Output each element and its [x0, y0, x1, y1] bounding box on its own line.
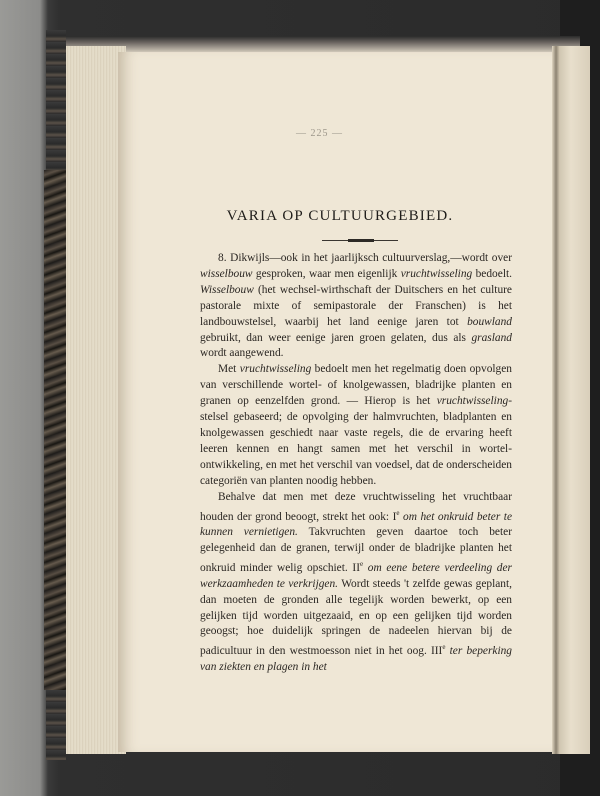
italic-text: bouwland — [467, 315, 512, 328]
text-run: e — [442, 643, 446, 652]
paragraph — [200, 251, 512, 362]
facing-page — [558, 46, 590, 754]
text-run: Wordt steeds 't zelfde gewas geplant, dan moeten de gronden alle tegelijk worden bewerkt, op een gelijken tijd worden uitgezaaid, en op een gelijken tijd worden geoogst; hoe duidelijk springen de nadeelen hiervan bij de padicultuur in den westmoesson niet in het oog. III — [200, 577, 512, 658]
book-gutter — [552, 46, 560, 754]
text-run: Met — [218, 363, 240, 376]
text-run: gesproken, waar men eigenlijk — [252, 267, 401, 280]
text-run: e — [359, 560, 364, 569]
italic-text: om het onkruid beter te kunnen vernietigen. — [200, 510, 512, 539]
text-run: Behalve dat men met deze vruchtwisseling het vruchtbaar houden der grond beoogt, strekt het ook: I — [200, 490, 512, 523]
running-head: — 225 — — [296, 128, 343, 139]
marbled-cover — [44, 170, 66, 690]
body-text — [200, 251, 512, 676]
text-run: bedoelt. — [472, 267, 512, 280]
italic-text: grasland — [471, 331, 512, 344]
book-top-edge — [60, 36, 580, 52]
italic-text: vruchtwisseling — [400, 267, 473, 280]
page-stack-edge — [66, 46, 126, 754]
italic-text: vruchtwisseling — [239, 363, 312, 376]
text-run: e — [396, 508, 400, 517]
paragraph — [200, 490, 512, 676]
section-title: VARIA OP CULTUURGEBIED. — [226, 208, 454, 224]
text-run: 8. Dikwijls—ook in het jaarlijksch cultuurverslag,—wordt over — [218, 252, 512, 264]
italic-text: Wisselbouw — [200, 283, 254, 296]
text-run: (het wechsel-wirthschaft der Duitschers en het culture pastorale mixte of semipastorale der Franschen) is het landbouwstelsel, waarbij het land eenige jaren tot — [200, 283, 512, 328]
paragraph — [200, 362, 512, 489]
text-run: Takvruchten geven daartoe toch beter gelegenheid dan de granen, terwijl onder de bladrijke planten het onkruid minder welig opschiet. II — [200, 526, 512, 574]
text-run: gebruikt, dan weer eenige jaren groen gelaten, dus als — [200, 331, 472, 344]
italic-text: ter beperking van ziekten en plagen in het — [200, 645, 512, 674]
text-run: stelsel gebaseerd; de opvolging der halmvruchten, bladplanten en knolgewassen geschiedt naar vaste regels, die de ervaring heeft leeren kennen en hangt samen met het verschil in wortel-ontwikkeling, en met het verschil van voedsel, dat de onderscheiden categoriën van planten noodig hebben. — [200, 411, 512, 487]
title-rule-center — [348, 239, 374, 242]
text-run: bedoelt men het regelmatig doen opvolgen van verschillende wortel- of knolgewassen, bladrijke planten en granen op eenzelfden grond. — Hierop is het — [200, 363, 512, 408]
italic-text: om eene betere verdeeling der werkzaamheden te verkrijgen. — [200, 561, 512, 590]
italic-text: vruchtwisseling- — [436, 395, 512, 408]
text-run: wordt aangewend. — [200, 347, 284, 360]
italic-text: wisselbouw — [200, 267, 253, 280]
